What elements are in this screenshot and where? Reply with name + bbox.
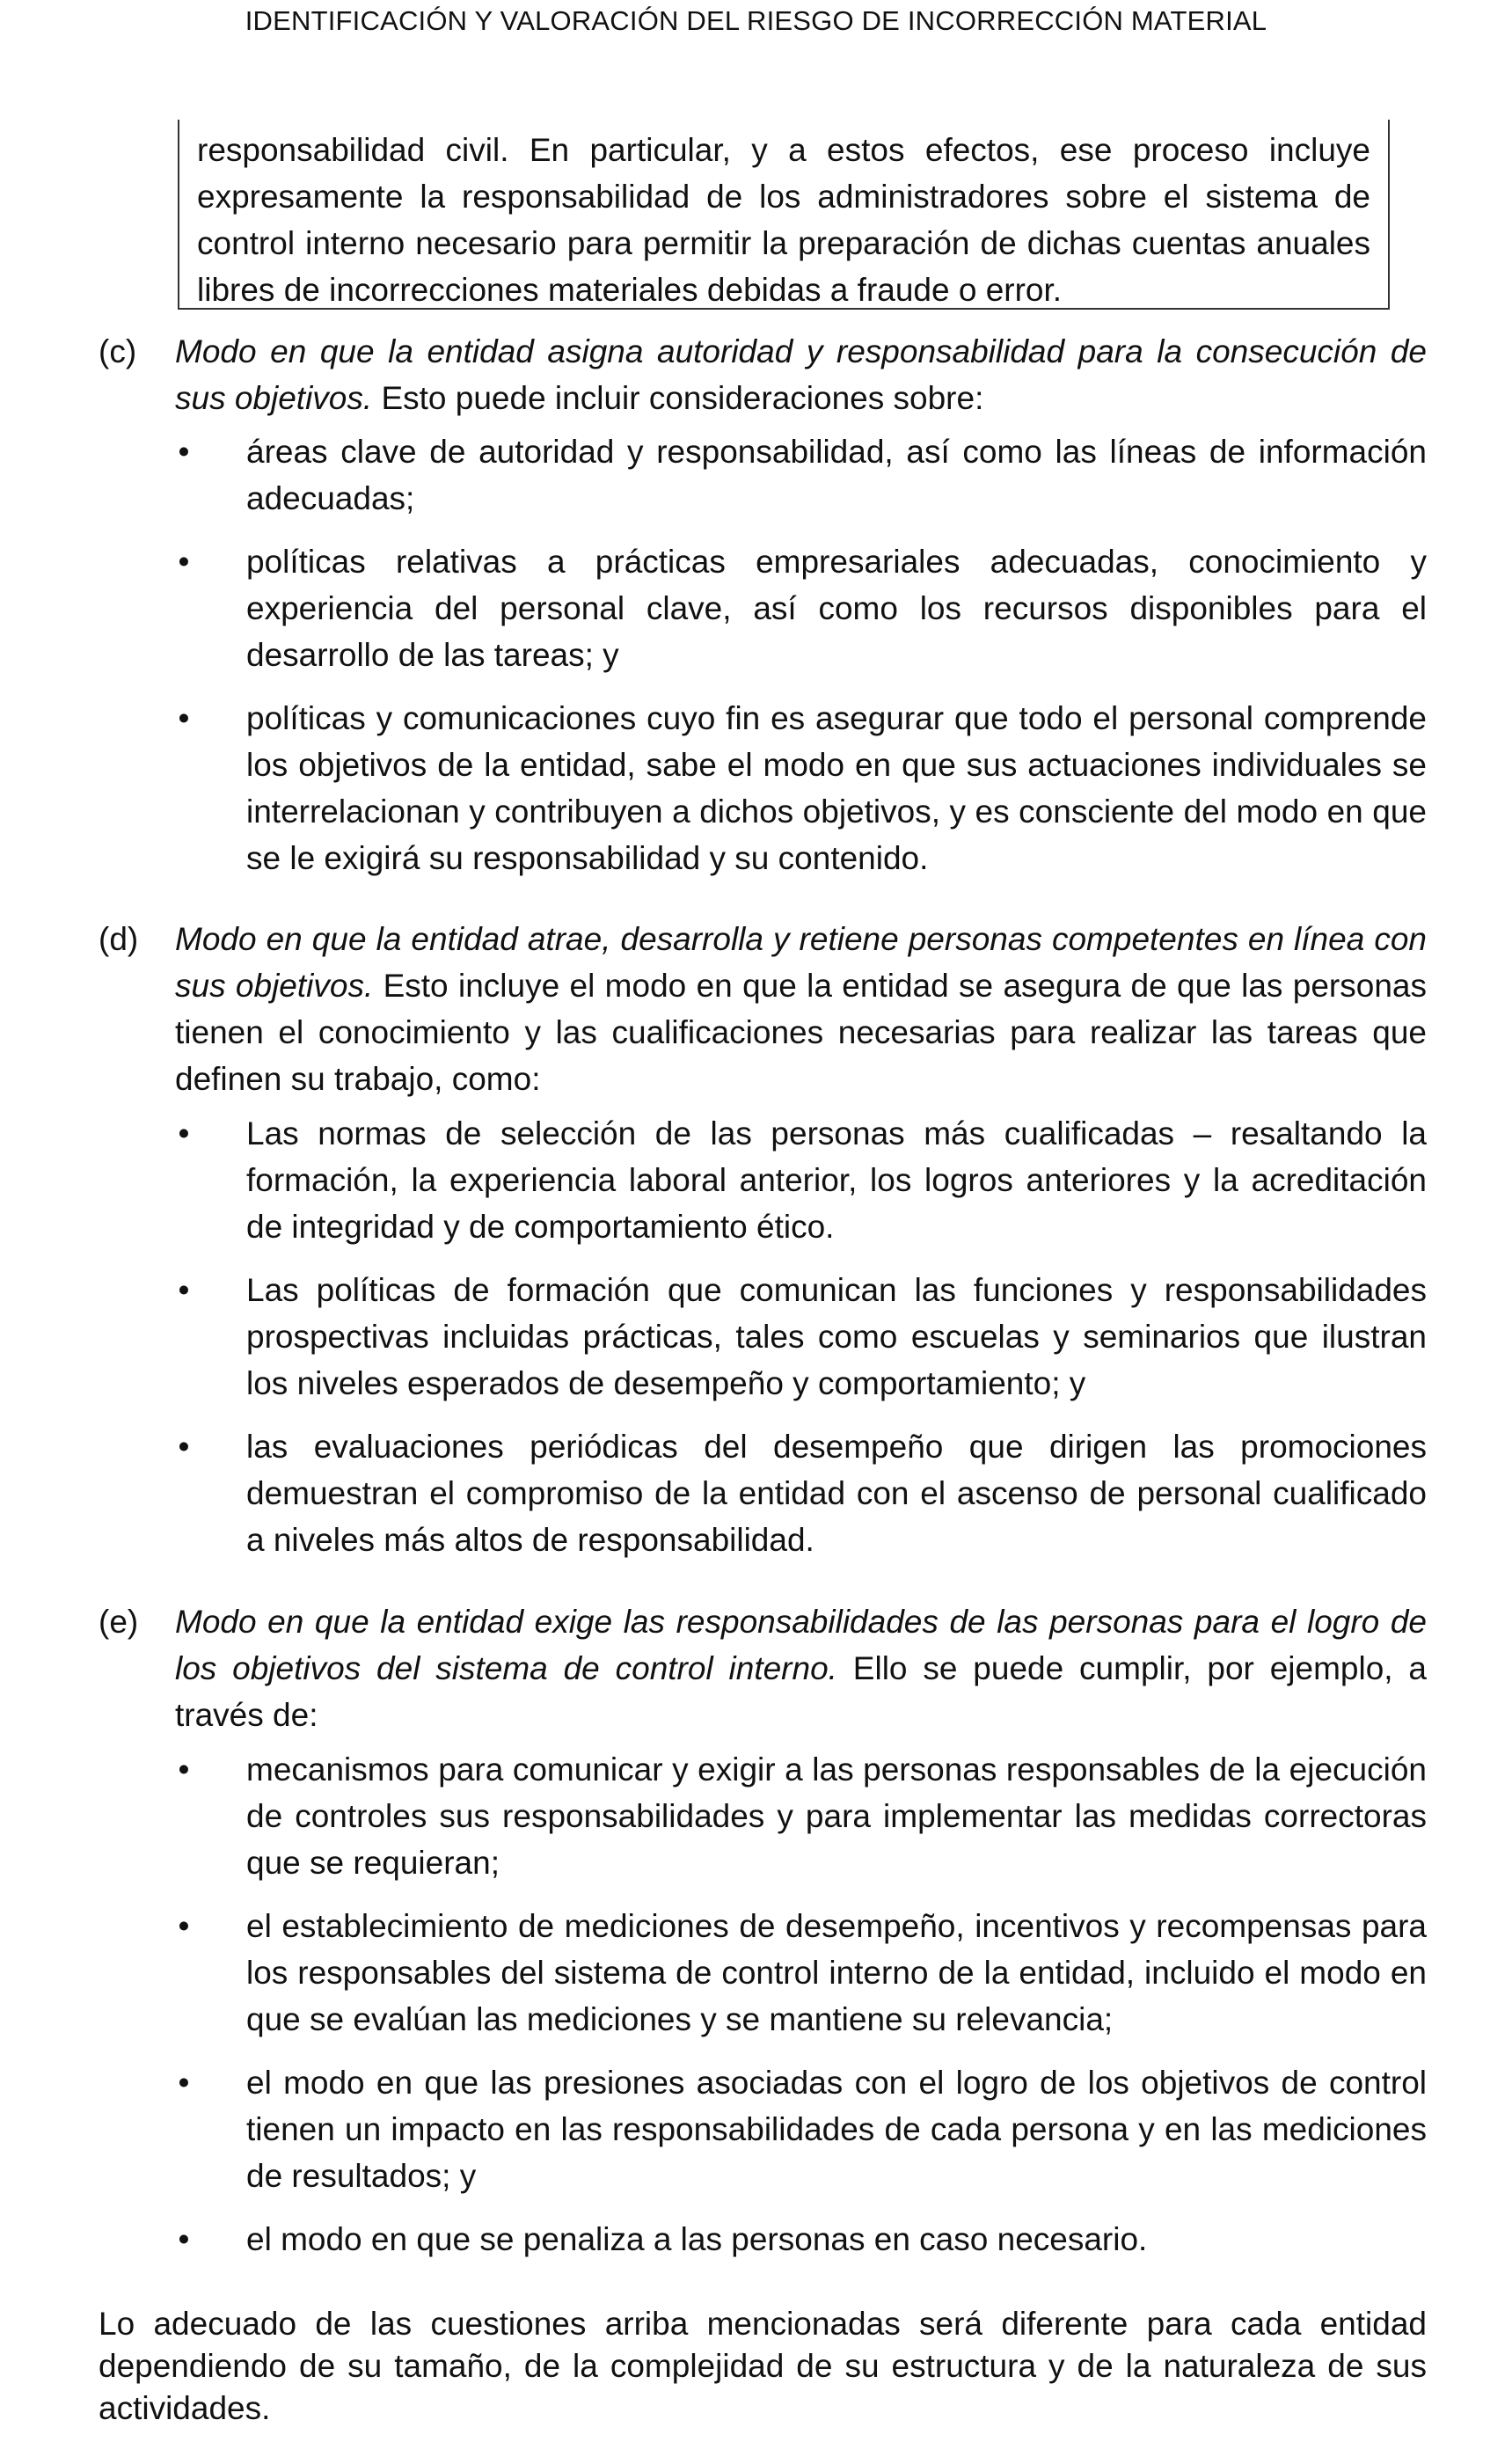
bullet-icon: • [178,1115,190,1152]
section-letter: (c) [99,333,137,369]
section-intro [175,916,1427,1102]
section-heading-italic: Modo en que la entidad atrae, desarrolla y retiene personas competentes en línea con sus objetivos. [175,921,1427,1004]
bullet-text: mecanismos para comunicar y exigir a las personas responsables de la ejecución de controles sus responsabilidades y para implementar las medidas correctoras que se requieran; [246,1751,1427,1881]
list-item [175,2059,1427,2199]
bullet-text: el modo en que las presiones asociadas con el logro de los objetivos de control tienen un impacto en las responsabilidades de cada persona y en las mediciones de resultados; y [246,2065,1427,2194]
bullet-text: el modo en que se penaliza a las personas en caso necesario. [246,2221,1148,2257]
section-intro [175,328,1427,421]
section-e [99,1598,1427,1738]
bullet-icon: • [178,434,190,470]
bullet-icon: • [178,544,190,580]
bullet-icon: • [178,1429,190,1465]
list-item [175,538,1427,678]
bullet-icon: • [178,2221,190,2257]
list-item [175,1903,1427,2043]
bullet-text: el establecimiento de mediciones de desempeño, incentivos y recompensas para los responsables del sistema de control interno de la entidad, incluido el modo en que se evalúan las mediciones y se mantiene su relevancia; [246,1908,1427,2037]
list-item [175,1267,1427,1407]
bullet-icon: • [178,2065,190,2101]
section-c [99,328,1427,421]
bullet-list-e [99,1746,1427,2263]
list-item [175,1746,1427,1886]
section-intro-text: Esto puede incluir consideraciones sobre: [372,380,984,416]
list-item [175,1423,1427,1563]
boxed-note [178,120,1390,310]
list-item [175,695,1427,881]
section-intro-text: Ello se puede cumplir, por ejemplo, a través de: [175,1650,1427,1733]
page-header: IDENTIFICACIÓN Y VALORACIÓN DEL RIESGO DE INCORRECCIÓN MATERIAL [245,5,1267,36]
bullet-text: Las normas de selección de las personas más cualificadas – resaltando la formación, la experiencia laboral anterior, los logros anteriores y la acreditación de integridad y de comportamiento ético. [246,1115,1427,1245]
bullet-text: las evaluaciones periódicas del desempeño que dirigen las promociones demuestran el compromiso de la entidad con el ascenso de personal cualificado a niveles más altos de responsabilidad. [246,1429,1427,1558]
bullet-text: áreas clave de autoridad y responsabilidad, así como las líneas de información adecuadas; [246,434,1427,516]
bullet-icon: • [178,1908,190,1944]
section-intro-text: Esto incluye el modo en que la entidad se asegura de que las personas tienen el conocimiento y las cualificaciones necesarias para realizar las tareas que definen su trabajo, como: [175,968,1427,1097]
section-heading-italic: Modo en que la entidad asigna autoridad y responsabilidad para la consecución de sus objetivos. [175,333,1427,416]
bullet-list-d [99,1110,1427,1563]
bullet-icon: • [178,1272,190,1308]
list-item [175,2216,1427,2263]
section-heading-italic: Modo en que la entidad exige las responsabilidades de las personas para el logro de los objetivos del sistema de control interno. [175,1604,1427,1686]
list-item [175,1110,1427,1250]
closing-paragraph: Lo adecuado de las cuestiones arriba mencionadas será diferente para cada entidad dependiendo de su tamaño, de la complejidad de su estructura y de la naturaleza de sus actividades. [99,2306,1427,2426]
bullet-list-c [99,428,1427,881]
section-letter: (d) [99,921,139,957]
list-item [175,428,1427,522]
section-d [99,916,1427,1102]
section-letter: (e) [99,1604,139,1640]
bullet-icon: • [178,1751,190,1788]
bullet-text: políticas relativas a prácticas empresariales adecuadas, conocimiento y experiencia del personal clave, así como los recursos disponibles para el desarrollo de las tareas; y [246,544,1427,673]
bullet-icon: • [178,700,190,736]
bullet-text: políticas y comunicaciones cuyo fin es asegurar que todo el personal comprende los objetivos de la entidad, sabe el modo en que sus actuaciones individuales se interrelacionan y contribuyen a dichos objetivos, y es consciente del modo en que se le exigirá su responsabilidad y su contenido. [246,700,1427,876]
section-intro [175,1598,1427,1738]
boxed-note-text: responsabilidad civil. En particular, y a estos efectos, ese proceso incluye expresamente la responsabilidad de los administradores sobre el sistema de control interno necesario para permitir la preparación de dichas cuentas anuales libres de incorrecciones materiales debidas a fraude o error. [197,132,1370,308]
bullet-text: Las políticas de formación que comunican las funciones y responsabilidades prospectivas incluidas prácticas, tales como escuelas y seminarios que ilustran los niveles esperados de desempeño y comportamiento; y [246,1272,1427,1401]
